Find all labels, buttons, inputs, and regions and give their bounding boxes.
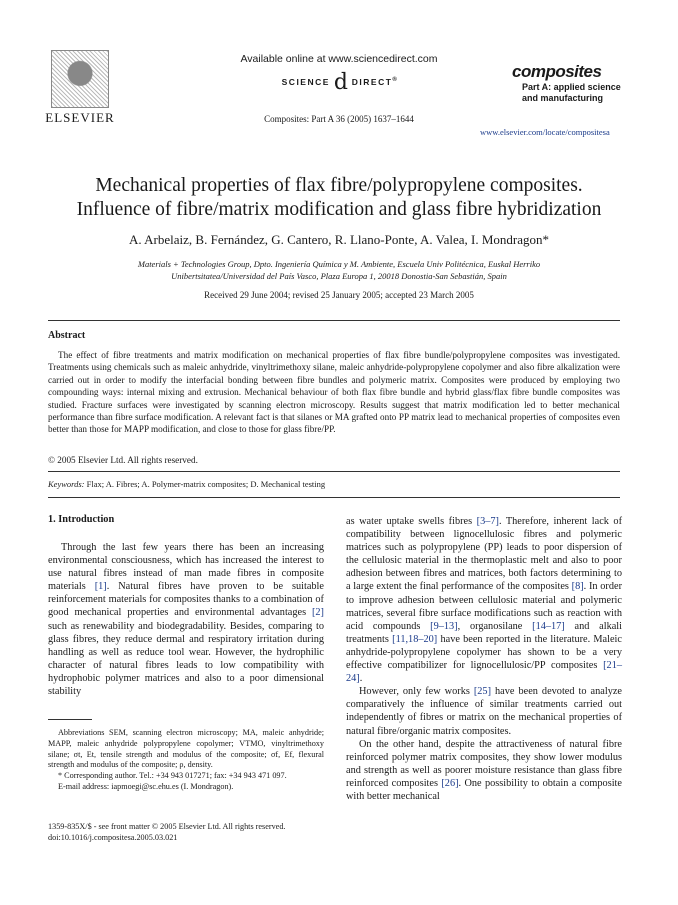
keywords-list: Flax; A. Fibres; A. Polymer-matrix composites; D. Mechanical testing bbox=[86, 479, 326, 489]
citation-link[interactable]: [1] bbox=[94, 581, 107, 593]
intro-paragraph-3: On the other hand, despite the attractiveness of natural fibre reinforced polymer matrix composites, they show lower modulus and strength as well as poorer moisture resistance than glass fibre reinforced composites [26]. One possibility to obtain a composite with better mechanical bbox=[346, 738, 622, 802]
divider-top bbox=[48, 320, 620, 321]
affiliation-line-2: Unibertsitatea/Universidad del País Vasco, Plaza Europa 1, 20018 Donostia-San Sebastián, Spain bbox=[171, 271, 507, 281]
sciencedirect-right: DIRECT bbox=[351, 77, 393, 87]
journal-url-link[interactable]: www.elsevier.com/locate/compositesa bbox=[480, 127, 610, 137]
journal-reference: Composites: Part A 36 (2005) 1637–1644 bbox=[264, 114, 414, 124]
available-online-text: Available online at www.sciencedirect.com bbox=[240, 53, 438, 65]
journal-logo-sub1: Part A: applied science bbox=[522, 82, 621, 92]
article-title bbox=[0, 174, 678, 222]
left-column bbox=[48, 541, 324, 698]
sciencedirect-left: SCIENCE bbox=[281, 77, 330, 87]
citation-link[interactable]: [21–24] bbox=[346, 660, 622, 685]
intro-paragraph-2: However, only few works [25] have been devoted to analyze comparatively the influence of similar treatments carried out independently of fibres or matrix on the mechanical properties of natural fibre/organic matrix composites. bbox=[346, 686, 622, 737]
affiliation-line-1: Materials + Technologies Group, Dpto. Ingeniería Química y M. Ambiente, Escuela Univ Politécnica, Euskal Herriko bbox=[137, 259, 541, 269]
divider-bottom bbox=[48, 497, 620, 498]
abbreviations-footnote: Abbreviations SEM, scanning electron microscopy; MA, maleic anhydride; MAPP, maleic anhydride polypropylene copolymer; VTMO, vinyltrimethoxy silane; σt, Et, tensile strength and modulus of the composite; σf, Ef, flexural strength and modulus of the composite; ρ, density. bbox=[48, 728, 324, 770]
article-dates: Received 29 June 2004; revised 25 January 2005; accepted 23 March 2005 bbox=[204, 290, 474, 300]
keywords-label: Keywords: bbox=[48, 479, 85, 489]
journal-logo bbox=[512, 62, 632, 104]
authors: A. Arbelaiz, B. Fernández, G. Cantero, R. Llano-Ponte, A. Valea, I. Mondragon* bbox=[129, 232, 549, 247]
abstract-text: The effect of fibre treatments and matrix modification on mechanical properties of flax fibre bundle/polypropylene composites was investigated. Treatments using chemicals such as maleic anhydride, vinyltrimethoxy silane, maleic anhydride-polypropylene copolymer and also fibre alkalization were carried out in order to modify the interfacial bonding between fibre bundles and polymeric matrix. Composites were produced by employing two compounding ways: internal mixing and extrusion. Mechanical behaviour of both flax fibre bundle and hybrid glass/flax fibre bundle composites was studied. Fracture surfaces were investigated by scanning electron microscopy. Results suggest that matrix modification led to better mechanical performance than fibre surface modification. A relevant fact is that silanes or MA grafted onto PP matrix lead to mechanical properties of composites even better than those for MAPP modification, and close to those for glass fibre/PP. bbox=[48, 350, 620, 435]
citation-link[interactable]: [2] bbox=[311, 607, 324, 619]
citation-link[interactable]: [3–7] bbox=[476, 516, 499, 527]
keywords-line bbox=[48, 479, 325, 489]
citation-link[interactable]: [8] bbox=[571, 581, 584, 593]
citation-link[interactable]: [25] bbox=[473, 686, 492, 698]
registered-mark: ® bbox=[392, 77, 399, 84]
citation-link[interactable]: [11,18–20] bbox=[392, 633, 438, 645]
divider-mid bbox=[48, 471, 620, 472]
footnotes bbox=[48, 728, 324, 793]
right-column bbox=[346, 515, 622, 803]
journal-logo-word: composites bbox=[512, 62, 602, 81]
doi-line: doi:10.1016/j.compositesa.2005.03.021 bbox=[48, 833, 178, 842]
citation-link[interactable]: [26] bbox=[441, 777, 459, 789]
sciencedirect-logo bbox=[270, 70, 410, 95]
abstract-heading: Abstract bbox=[48, 330, 86, 341]
citation-link[interactable]: [14–17] bbox=[532, 620, 565, 632]
citation-link[interactable]: [9–13] bbox=[430, 620, 458, 632]
journal-logo-sub2: and manufacturing bbox=[522, 93, 604, 103]
corresponding-author-footnote: * Corresponding author. Tel.: +34 943 017271; fax: +34 943 471 097. bbox=[58, 771, 287, 781]
abstract-copyright: © 2005 Elsevier Ltd. All rights reserved. bbox=[48, 455, 198, 465]
section-heading-introduction: 1. Introduction bbox=[48, 514, 115, 525]
front-matter bbox=[48, 821, 285, 843]
affiliation bbox=[0, 258, 678, 282]
title-line-2: Influence of fibre/matrix modification and glass fibre hybridization bbox=[76, 199, 602, 220]
intro-paragraph-1: Through the last few years there has been an increasing environmental consciousness, which has increased the interest to use natural fibres instead of man made fibres in composite materials [1]. Natural fibres have proven to be suitable reinforcement materials for composites thanks to a combination of good mechanical properties and environmental advantages [2] such as renewability and biodegradability. Besides, comparing to glass fibres, they reduce dermal and respiratory irritation during handling as well as reduce tool wear. However, the hydrophilic character of natural fibres leads to low compatibility with hydrophobic polymer matrices and also to a poor dimensional stability bbox=[48, 542, 324, 698]
issn-line: 1359-835X/$ - see front matter © 2005 Elsevier Ltd. All rights reserved. bbox=[48, 822, 286, 831]
sciencedirect-at-icon: d bbox=[333, 70, 348, 95]
email-footnote: E-mail address: iapmoegi@sc.ehu.es (I. Mondragon). bbox=[58, 781, 234, 791]
title-line-1: Mechanical properties of flax fibre/polypropylene composites. bbox=[95, 175, 583, 196]
intro-paragraph-1-cont: as water uptake swells fibres [3–7]. Therefore, inherent lack of compatibility between lignocellulosic fibres and polymeric matrices such as polypropylene (PP) leads to poor dispersion of the cellulosic material in the thermoplastic melt and also to poor adhesion between fibres and matrices, both factors determining to a large extent the final performance of the composites [8]. In order to improve adhesion between cellulosic material and polymeric matrices, several fibre surface modifications such as reaction with acid compounds [9–13], organosilane [14–17] and alkali treatments [11,18–20] have been reported in the literature. Maleic anhydride-polypropylene copolymer has shown to be a very effective compatibilizer for lignocellulosic/PP composites [21–24]. bbox=[346, 516, 623, 685]
footnote-divider bbox=[48, 719, 92, 720]
elsevier-wordmark: ELSEVIER bbox=[45, 110, 115, 125]
